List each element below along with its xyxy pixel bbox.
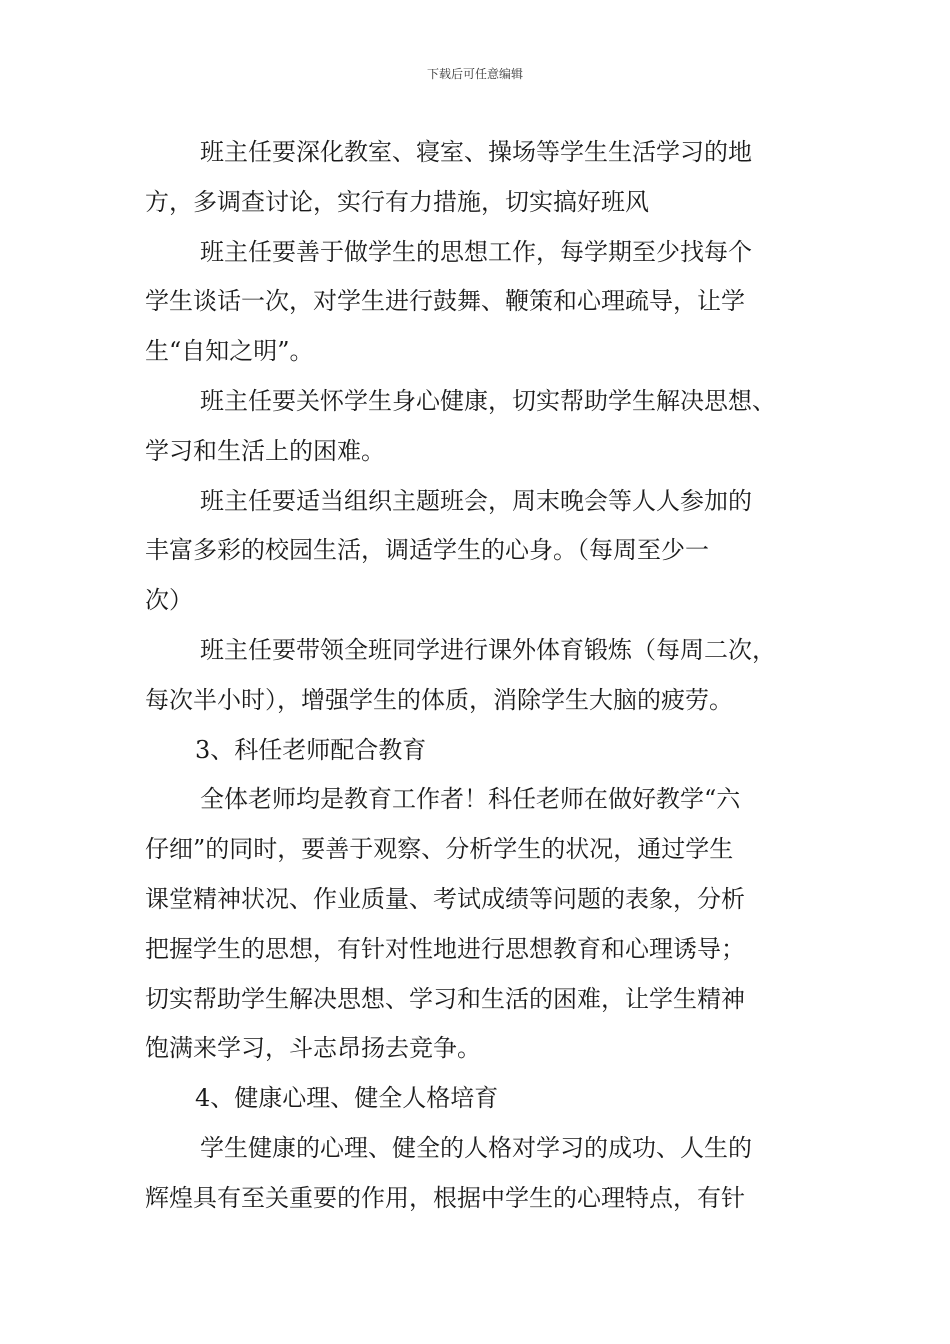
page-header: 下载后可任意编辑 [426,67,523,81]
paragraph-physical-exercise [145,626,810,726]
text-line: 班主任要带领全班同学进行课外体育锻炼（每周二次， [200,635,776,664]
paragraph-teacher-cooperation [145,775,810,1074]
text-line: 学生谈话一次，对学生进行鼓舞、鞭策和心理疏导，让学 [145,287,745,316]
section-heading: 4、健康心理、健全人格培育 [195,1084,499,1113]
text-line: 课堂精神状况、作业质量、考试成绩等问题的表象，分析 [145,884,745,913]
paragraph-student-health [145,377,810,477]
text-line: 全体老师均是教育工作者！科任老师在做好教学“六 [200,785,741,814]
text-line: 每次半小时），增强学生的体质，消除学生大脑的疲劳。 [145,685,733,714]
text-line: 班主任要善于做学生的思想工作，每学期至少找每个 [200,237,752,266]
text-line: 班主任要深化教室、寝室、操场等学生生活学习的地 [200,138,752,166]
text-line: 学习和生活上的困难。 [145,436,385,465]
text-line: 学生健康的心理、健全的人格对学习的成功、人生的 [200,1133,752,1162]
text-line: 切实帮助学生解决思想、学习和生活的困难，让学生精神 [145,984,745,1013]
text-line: 班主任要适当组织主题班会，周末晚会等人人参加的 [200,486,752,515]
paragraph-class-style [145,128,810,228]
text-line: 方，多调查讨论，实行有力措施，切实搞好班风 [145,187,649,216]
text-line: 把握学生的思想，有针对性地进行思想教育和心理诱导； [145,934,745,963]
text-line: 饱满来学习，斗志昂扬去竞争。 [145,1034,481,1063]
text-line: 班主任要关怀学生身心健康，切实帮助学生解决思想、 [200,386,776,415]
section-heading: 3、科任老师配合教育 [195,735,427,764]
paragraph-healthy-psychology [145,1124,810,1224]
text-line: 辉煌具有至关重要的作用，根据中学生的心理特点，有针 [145,1183,745,1212]
paragraph-student-talks [145,228,810,377]
text-line: 生“自知之明”。 [145,337,314,366]
text-line: 仔细”的同时，要善于观察、分析学生的状况，通过学生 [145,835,734,864]
text-line: 次） [145,586,193,615]
text-line: 丰富多彩的校园生活，调适学生的心身。（每周至少一 [145,536,709,565]
document-body [145,128,810,1224]
paragraph-class-meetings [145,477,810,626]
